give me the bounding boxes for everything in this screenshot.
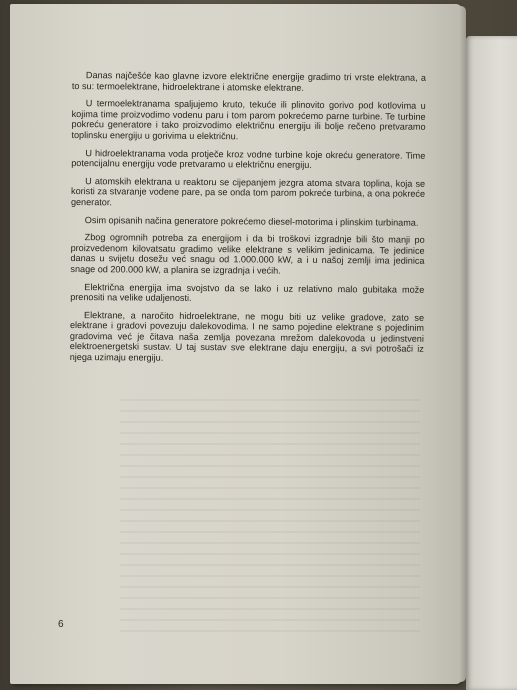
page-edge (460, 6, 466, 682)
body-text (70, 70, 426, 372)
paragraph: U hidroelektranama voda protječe kroz vodne turbine koje okreću generatore. Time potencijalnu energiju vode pretvaramo u električnu energiju. (71, 147, 426, 171)
paragraph: Električna energija ima svojstvo da se lako i uz relativno malo gubitaka može prenositi na velike udaljenosti. (70, 281, 425, 304)
paragraph: Danas najčešće kao glavne izvore električne energije gradimo tri vrste elektrana, a to su: termoelektrane, hidroelektrane i atomske elektrane. (71, 70, 426, 93)
paragraph: U atomskih elektrana u reaktoru se cijepanjem jezgra atoma stvara toplina, koja se koristi za stvaranje vodene pare, pa se onda tom parom pokreće turbina, a ona pokreće generator. (70, 175, 426, 208)
facing-page-edge (466, 36, 517, 690)
paragraph: U termoelektranama spaljujemo kruto, tekuće ili plinovito gorivo pod kotlovima u kojima time proizvodimo vodenu paru i tom parom pokrećemo parne turbine. Te turbine pokreću generatore i tako proizvodimo električnu energiju ili bolje rečeno pretvaramo toplinsku energiju u gorivima u električnu. (71, 98, 426, 142)
paragraph: Zbog ogromnih potreba za energijom i da bi troškovi izgradnje bili što manji po proizvedenom kilovatsatu gradimo velike elektrane s velikim jedinicama. Te jedinice danas u svijetu dosežu već snagu od 1.000.000 kW, a i u našoj zemlji ima jedinica snage od 200.000 kW, a planira se izgradnja i većih. (70, 232, 425, 276)
show-through-text-shadow (120, 390, 420, 640)
paragraph: Elektrane, a naročito hidroelektrane, ne mogu biti uz velike gradove, zato se elektrane i gradovi povezuju dalekovodima. I ne samo pojedine elektrane s pojedinim gradovima već je čitava naša zemlja povezana mrežom dalekovoda u jedinstveni elektroenergetski sustav. U taj sustav sve elektrane daju energiju, a svi potrošači iz njega uzimaju energiju. (69, 309, 425, 363)
page-number: 6 (58, 619, 64, 630)
paragraph: Osim opisanih načina generatore pokrećemo diesel-motorima i plinskim turbinama. (84, 214, 419, 228)
